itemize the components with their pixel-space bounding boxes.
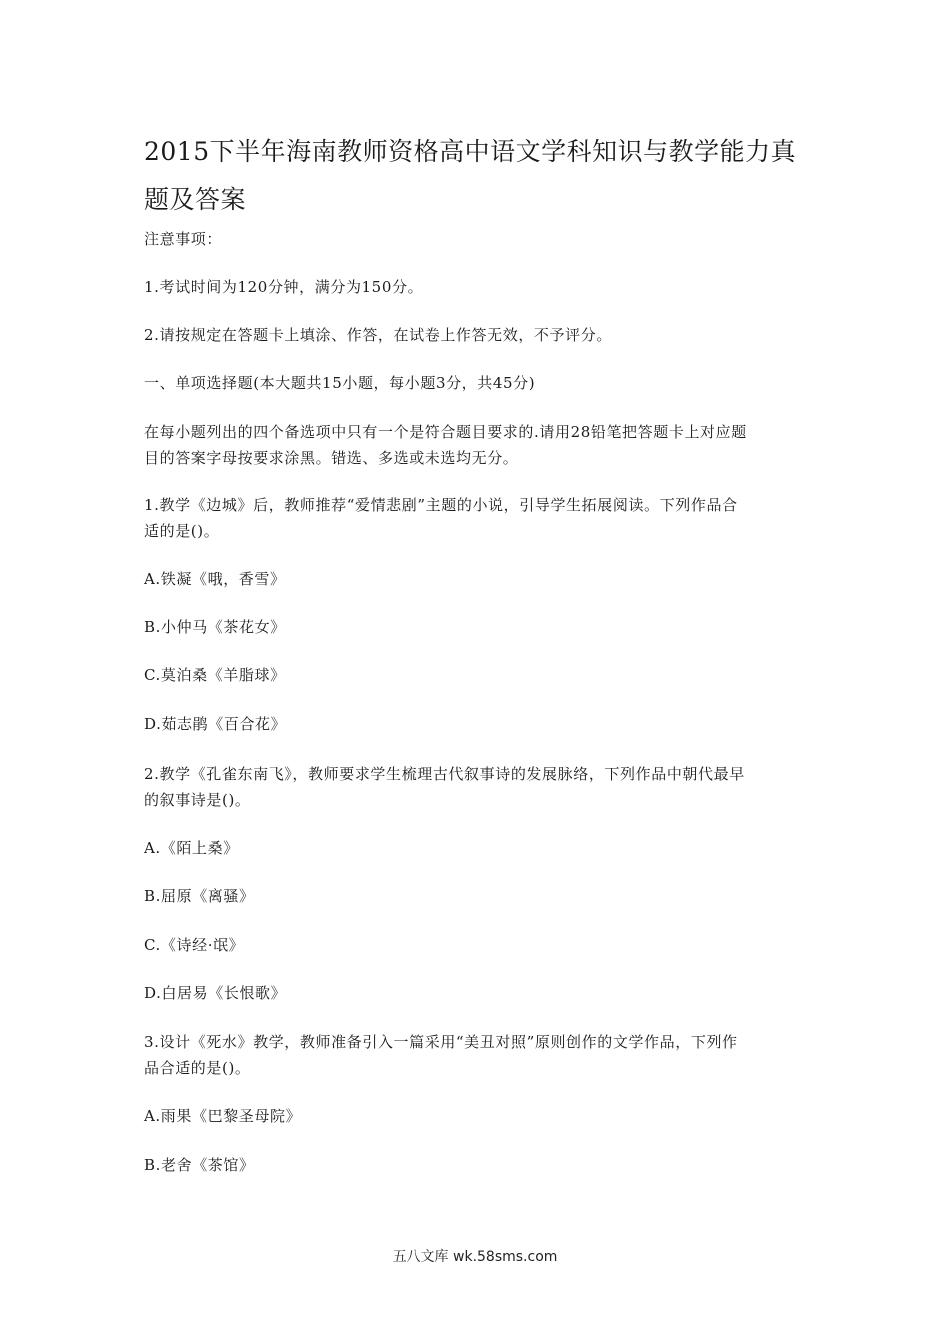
document-title <box>144 128 814 224</box>
question-3-option-a: A.雨果《巴黎圣母院》 <box>144 1107 302 1125</box>
question-3-stem-line-1: 3.设计《死水》教学，教师准备引入一篇采用“美丑对照”原则创作的文学作品，下列作 <box>144 1033 738 1051</box>
question-1-stem-line-1: 1.教学《边城》后，教师推荐“爱情悲剧”主题的小说，引导学生拓展阅读。下列作品合 <box>144 496 738 514</box>
question-2-option-a: A.《陌上桑》 <box>144 839 239 857</box>
question-1-stem <box>144 492 804 544</box>
question-3-stem-line-2: 品合适的是()。 <box>144 1059 251 1077</box>
title-line-2: 题及答案 <box>144 185 247 214</box>
section-heading: 一、单项选择题(本大题共15小题，每小题3分，共45分) <box>144 374 536 392</box>
question-2-option-b: B.屈原《离骚》 <box>144 887 255 905</box>
notice-heading: 注意事项： <box>144 230 223 248</box>
question-1-option-d: D.茹志鹃《百合花》 <box>144 715 287 733</box>
footer-watermark: 五八文库 wk.58sms.com <box>392 1249 558 1265</box>
question-1-option-c: C.莫泊桑《羊脂球》 <box>144 666 286 684</box>
question-1-stem-line-2: 适的是()。 <box>144 522 220 540</box>
notice-item-1: 1.考试时间为120分钟，满分为150分。 <box>144 278 424 296</box>
question-2-option-d: D.白居易《长恨歌》 <box>144 984 287 1002</box>
question-1-option-b: B.小仲马《茶花女》 <box>144 618 286 636</box>
instructions-line-1: 在每小题列出的四个备选项中只有一个是符合题目要求的.请用28铅笔把答题卡上对应题 <box>144 423 747 441</box>
notice-item-2: 2.请按规定在答题卡上填涂、作答，在试卷上作答无效，不予评分。 <box>144 326 612 344</box>
instructions <box>144 419 804 471</box>
question-3-option-b: B.老舍《茶馆》 <box>144 1156 255 1174</box>
title-line-1: 2015下半年海南教师资格高中语文学科知识与教学能力真 <box>144 137 797 166</box>
question-2-stem <box>144 761 804 813</box>
question-3-stem <box>144 1029 804 1081</box>
question-2-stem-line-2: 的叙事诗是()。 <box>144 791 251 809</box>
question-2-option-c: C.《诗经·氓》 <box>144 936 245 954</box>
question-1-option-a: A.铁凝《哦，香雪》 <box>144 570 286 588</box>
question-2-stem-line-1: 2.教学《孔雀东南飞》，教师要求学生梳理古代叙事诗的发展脉络，下列作品中朝代最早 <box>144 765 745 783</box>
instructions-line-2: 目的答案字母按要求涂黑。错选、多选或未选均无分。 <box>144 449 519 467</box>
